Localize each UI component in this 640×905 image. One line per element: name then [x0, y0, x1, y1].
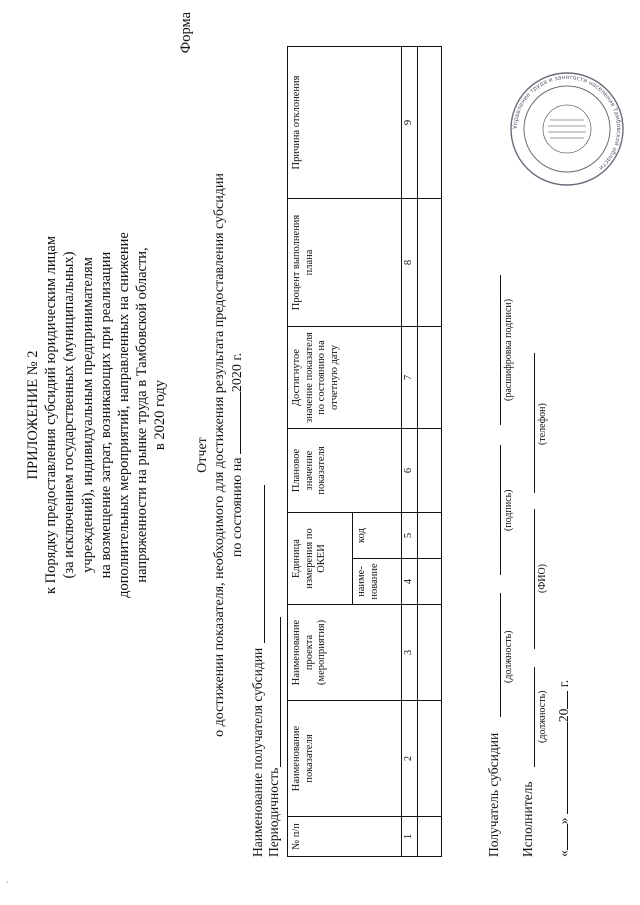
table-cell	[417, 817, 441, 857]
appendix-line: к Порядку предоставления субсидий юридическим лицам	[43, 235, 60, 595]
official-stamp-icon	[508, 70, 626, 188]
report-date-prefix: по состоянию на	[230, 457, 245, 558]
column-number: 1	[402, 817, 418, 857]
date-year-blank	[557, 691, 568, 709]
column-number: 6	[402, 429, 418, 513]
table-cell	[417, 47, 441, 199]
recipient-position-caption: (должность)	[503, 630, 514, 683]
executor-phone-line	[534, 353, 535, 493]
periodicity-label: Периодичность	[266, 767, 281, 857]
column-number: 4	[402, 559, 418, 605]
header-cell-project: Наименование проекта (мероприятия)	[288, 605, 402, 701]
table-cell	[417, 701, 441, 817]
table-row	[417, 47, 441, 857]
header-cell-number: № п/п	[288, 817, 402, 857]
table-cell	[417, 429, 441, 513]
date-year-suffix: г.	[556, 679, 571, 688]
header-cell-unit: Единица измерения по ОКЕИ	[288, 513, 353, 605]
executor-phone-caption: (телефон)	[537, 403, 548, 445]
header-cell-unit-code: код	[353, 513, 402, 559]
table-cell	[417, 559, 441, 605]
column-number: 8	[402, 199, 418, 327]
indicator-table	[287, 46, 442, 857]
column-number-row	[402, 47, 418, 857]
appendix-line: на возмещение затрат, возникающих при реализации	[97, 251, 114, 579]
recipient-signature-line	[500, 445, 501, 575]
column-number: 3	[402, 605, 418, 701]
header-cell-achieved: Достигнутое значение показателя по состоянию на отчетную дату	[288, 327, 402, 429]
column-number: 7	[402, 327, 418, 429]
report-date-blank	[228, 392, 241, 454]
table-cell	[417, 327, 441, 429]
header-cell-planned: Плановое значение показателя	[288, 429, 402, 513]
report-title-block	[195, 45, 247, 865]
date-day-blank	[557, 824, 568, 850]
appendix-line: в 2020 году	[152, 379, 169, 451]
report-date	[228, 45, 247, 865]
date-year-prefix: 20	[556, 708, 571, 723]
margin-mark: ·	[6, 878, 9, 887]
appendix-header	[24, 5, 170, 825]
column-number: 9	[402, 47, 418, 199]
executor-position-line	[534, 667, 535, 767]
recipient-decoding-caption: (расшифровка подписи)	[503, 298, 514, 401]
periodicity-line	[280, 617, 281, 767]
column-number: 5	[402, 513, 418, 559]
executor-fio-caption: (ФИО)	[537, 563, 548, 593]
appendix-line: учреждений), индивидуальным предпринимателям	[79, 257, 96, 573]
executor-position-caption: (должность)	[537, 690, 548, 743]
svg-text:Управление труда и занятости н: Управление труда и занятости населения Тамбовской области	[511, 73, 623, 172]
date-close-quote: »	[556, 817, 571, 825]
form-label: Форма	[178, 12, 194, 54]
header-cell-reason: Причина отклонения	[288, 47, 402, 199]
report-subtitle: о достижении показателя, необходимого для достижения результата предоставления субсидии	[211, 173, 227, 737]
report-title: Отчет	[195, 437, 210, 473]
recipient-name-line	[264, 485, 265, 643]
recipient-signature-caption: (подпись)	[503, 489, 514, 531]
recipient-signature-label: Получатель субсидии	[486, 732, 501, 857]
report-date-suffix: 2020 г.	[230, 352, 245, 393]
table-cell	[417, 605, 441, 701]
header-cell-indicator: Наименование показателя	[288, 701, 402, 817]
executor-label: Исполнитель	[520, 781, 535, 857]
column-number: 2	[402, 701, 418, 817]
executor-fio-line	[534, 509, 535, 649]
header-cell-unit-name: наиме- нование	[353, 559, 402, 605]
recipient-name-label: Наименование получателя субсидии	[250, 647, 265, 857]
date-month-blank	[557, 722, 568, 814]
appendix-line: дополнительных мероприятий, направленных на снижение	[116, 232, 133, 598]
appendix-number: ПРИЛОЖЕНИЕ № 2	[25, 350, 41, 480]
header-cell-percent: Процент выполнения плана	[288, 199, 402, 327]
table-cell	[417, 513, 441, 559]
appendix-line: (за исключением государственных (муниципальных)	[61, 251, 78, 579]
appendix-line: напряженности на рынке труда в Тамбовской области,	[134, 247, 151, 583]
date-open-quote: «	[556, 850, 571, 857]
signature-date	[556, 680, 572, 857]
table-cell	[417, 199, 441, 327]
recipient-position-line	[500, 593, 501, 717]
recipient-decoding-line	[500, 275, 501, 425]
